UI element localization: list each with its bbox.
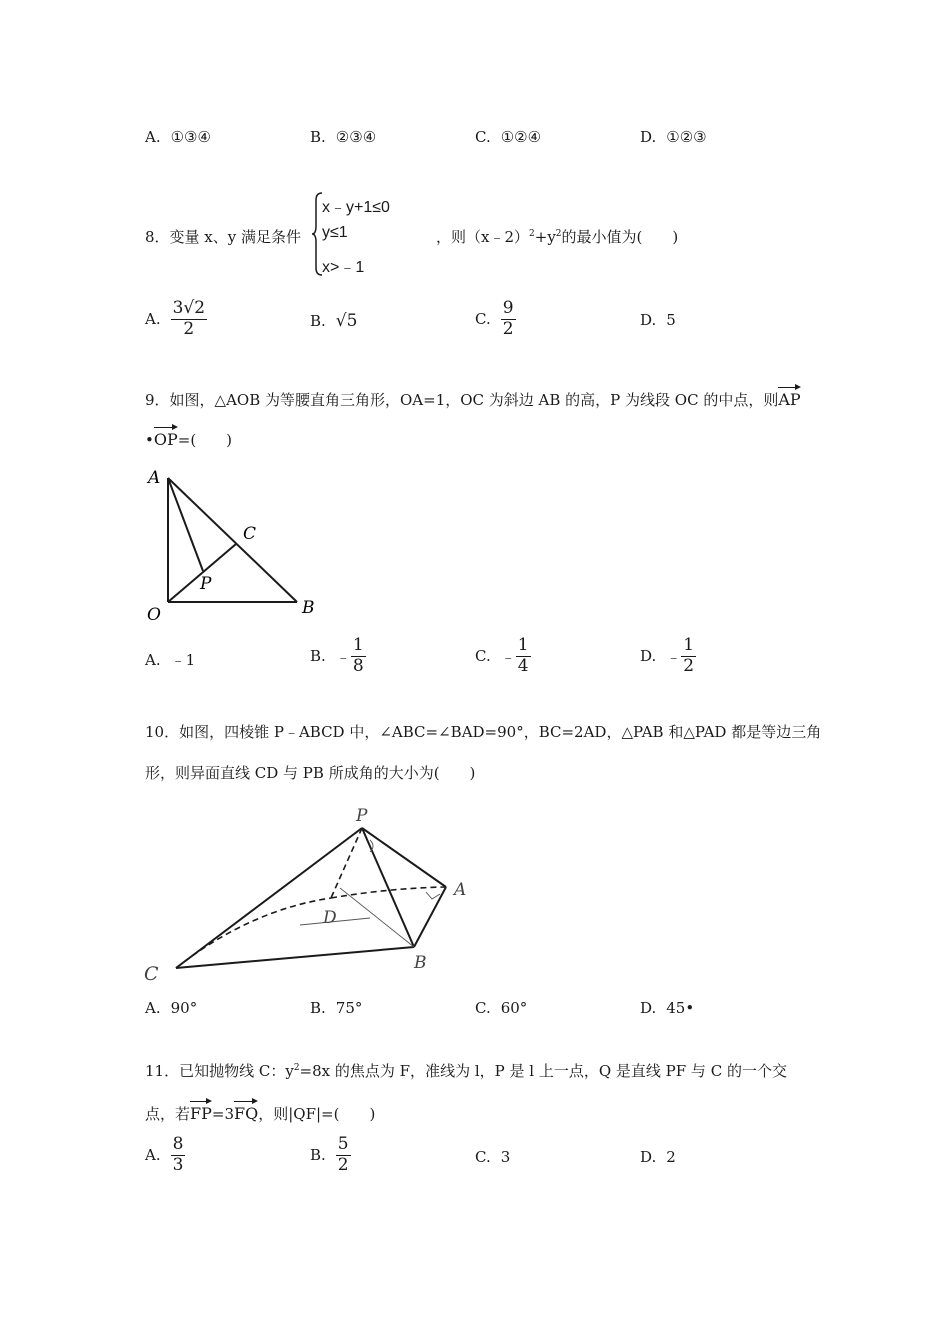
denominator: 8 [352,655,364,676]
denominator: 4 [517,655,529,676]
q7-option-a [145,128,211,146]
vector-ap: AP [778,384,800,409]
q11-line-2 [145,1098,375,1124]
q7-option-d [640,128,707,146]
label-b: B [302,598,315,618]
label-a: A [454,880,467,900]
vector-fp: FP [190,1098,212,1123]
numerator: 8 [172,1134,184,1154]
q11-sup: 2 [293,1063,300,1073]
q10-option-d [640,999,694,1017]
denominator: 2 [683,655,695,676]
q10-option-a [145,999,197,1017]
q8-suffix-b: +y [534,228,556,246]
q8-prefix: 8．变量 x、y 满足条件 [145,228,302,246]
option-label: D. [640,311,657,329]
q11-eq: =3 [211,1105,235,1123]
label-p: P [356,806,368,826]
fraction [681,637,696,676]
label-b: B [414,953,427,973]
option-text: ①③④ [170,128,211,146]
q9-option-c [475,637,531,676]
right-angle-mark [426,892,440,899]
numerator: 5 [337,1134,349,1154]
fraction [171,300,207,339]
segment-ap [168,478,203,571]
option-text: 2 [666,1148,676,1166]
minus-sign: ﹣ [335,647,351,666]
q11-text-b: =8x 的焦点为 F，准线为 l，P 是 l 上一点，Q 是直线 PF 与 C 的一个交 [299,1062,787,1080]
option-text: 5 [666,311,676,329]
q7-option-b [310,128,376,146]
q11-option-d [640,1148,676,1166]
q8-suffix [436,226,678,247]
numerator: 1 [683,635,695,655]
q11-option-b [310,1136,351,1175]
option-label: B. [310,1146,326,1165]
option-text: 60° [500,999,528,1017]
q9-line-1 [145,384,801,410]
option-text: 3 [500,1148,511,1166]
option-text: ﹣1 [170,651,196,669]
vector-op: OP [154,424,178,449]
option-label: A. [145,310,161,329]
fraction [351,637,366,676]
q10-option-b [310,999,362,1017]
edge-cb [176,947,414,968]
label-p: P [200,574,212,594]
triangle-aob-figure [140,465,330,630]
q10-line-1: 10．如图，四棱锥 P﹣ABCD 中，∠ABC=∠BAD=90°，BC=2AD，△PAB 和△PAD 都是等边三角 [145,723,822,741]
q7-option-c [475,128,541,146]
option-label: C. [475,1148,491,1166]
q8-condition-1: x﹣y+1≤0 [322,199,390,216]
q10-option-c [475,999,527,1017]
label-d: D [323,908,337,928]
fraction [516,637,531,676]
q9-line-2 [145,424,232,450]
fraction [171,1136,186,1175]
q9-option-d [640,637,696,676]
option-label: A. [145,1146,161,1165]
q11-line-1 [145,1060,787,1081]
option-text: ②③④ [335,128,377,146]
option-label: C. [475,310,491,329]
denominator: 3 [172,1154,184,1175]
q11-text-a: 11．已知抛物线 C：y [145,1062,294,1080]
numerator: 9 [502,298,514,318]
q9-option-b [310,637,366,676]
q9-tail: =( ) [177,431,233,449]
q8-suffix-c: 的最小值为( ) [561,228,679,246]
q8-sup-2: 2 [555,229,562,239]
option-label: A. [145,128,161,146]
option-label: A. [145,999,161,1017]
option-label: C. [475,647,491,666]
numerator: 1 [517,635,529,655]
dot-operator: • [145,431,154,449]
option-text: ①②③ [666,128,707,146]
denominator: 2 [183,318,195,339]
label-c: C [243,524,257,544]
option-label: B. [310,647,326,666]
fraction [336,1136,351,1175]
option-label: C. [475,128,491,146]
q8-suffix-a: ，则（x﹣2） [436,228,530,246]
option-label: D. [640,647,657,666]
q8-sup-1: 2 [529,229,535,239]
q9-text: 9．如图，△AOB 为等腰直角三角形，OA=1，OC 为斜边 AB 的高，P 为线段 OC 的中点，则 [145,391,779,409]
denominator: 2 [337,1154,349,1175]
option-label: A. [145,650,161,669]
option-label: D. [640,999,657,1017]
label-c: C [144,963,159,985]
pyramid-figure [140,800,480,985]
numerator: 1 [352,635,364,655]
option-label: B. [310,999,326,1017]
q11-option-c [475,1148,510,1166]
option-text: 75° [335,999,363,1017]
option-label: B. [310,312,326,330]
option-label: D. [640,1148,657,1166]
vector-fq: FQ [234,1098,258,1123]
denominator: 2 [502,318,514,339]
label-a: A [148,468,161,488]
q11-option-a [145,1136,185,1175]
segment-ab [168,478,297,602]
q11-text-d: ，则|QF|=( ) [258,1105,376,1123]
q8-option-d [640,311,676,329]
aux-line-1 [340,888,414,947]
option-text: ①②④ [500,128,542,146]
q11-text-c: 点，若 [145,1105,191,1123]
option-text: √5 [335,311,358,331]
q8-option-a [145,300,207,339]
q8-condition-3: x>﹣1 [322,259,365,276]
option-text: 90° [170,999,198,1017]
option-text: 45• [666,999,695,1017]
q9-option-a [145,649,195,670]
q8-condition-2: y≤1 [322,224,348,241]
option-label: D. [640,128,657,146]
option-label: C. [475,999,491,1017]
fraction [501,300,516,339]
q10-line-2: 形，则异面直线 CD 与 PB 所成角的大小为( ) [145,764,476,782]
option-label: B. [310,128,326,146]
label-o: O [147,605,161,625]
minus-sign: ﹣ [500,647,516,666]
numerator: 3√2 [172,298,206,318]
minus-sign: ﹣ [666,647,682,666]
q8-option-b [310,311,357,331]
q8-option-c [475,300,516,339]
